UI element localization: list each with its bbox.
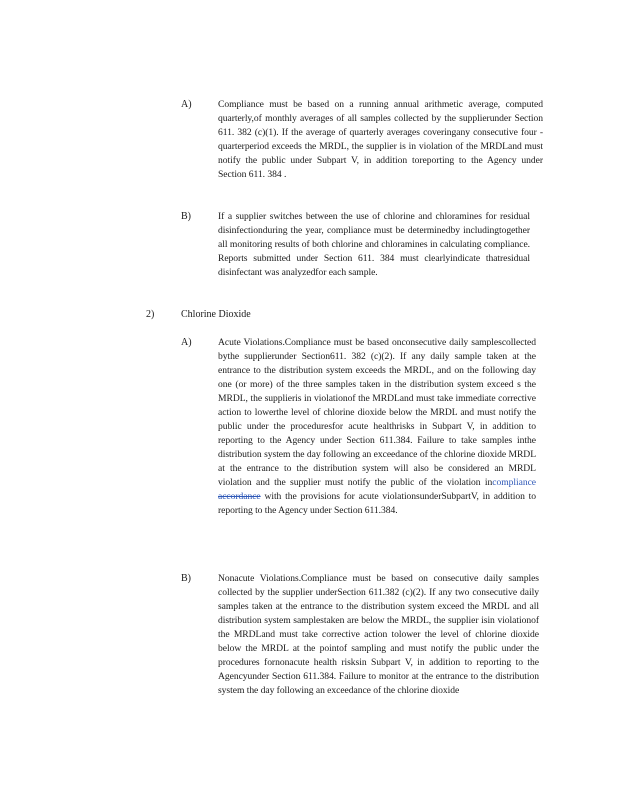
deleted-revision: accordance (218, 491, 261, 502)
item-b-paragraph: If a supplier switches between the use of chlorine and chloramines for residual disinfectionduring the year, compliance must be determinedby includingtogether all monitoring results of both chlorine and chloramines in calculating compliance. Reports submitted under Section 611. 384 must clearlyindicate thatresidual disinfectant was analyzedfor each sample. (218, 211, 530, 278)
section-number: 2) (146, 309, 155, 320)
paragraph-text: Acute Violations.Compliance must be based onconsecutive daily samplescollected bythe supplierunder Section611. 382 (c)(2). If any daily sample taken at the entrance to the distribution system exceeds the MRDL, and on the following day one (or more) of the three samples taken in the distribution system exceed s the MRDL, the supplieris in violationof the MRDLand must take immediate corrective action to lowerthe level of chlorine dioxide below the MRDL and must notify the public under the proceduresfor acute healthrisks in Subpart V, in addition to reporting to the Agency under Section 611.384. Failure to take samples inthe distribution system the day following an exceedance of the chlorine dioxide MRDL at the entrance to the distribution system will also be considered an MRDL violation and the supplier must notify the public of the violation in (218, 337, 536, 488)
section-title: Chlorine Dioxide (181, 309, 251, 320)
acute-violations-paragraph (218, 336, 536, 518)
paragraph-text: with the provisions for acute violationsunderSubpartV, in addition to reporting to the Agency under Section 611.384. (218, 491, 536, 516)
inserted-revision: compliance (492, 477, 536, 488)
nonacute-violations-paragraph: Nonacute Violations.Compliance must be based on consecutive daily samples collected by the supplier underSection 611.382 (c)(2). If any two consecutive daily samples taken at the entrance to the distribution system exceed the MRDL and all distribution system samplestaken are below the MRDL, the supplier isin violationof the MRDLand must take corrective action tolower the level of chlorine dioxide below the MRDL at the pointof sampling and must notify the public under the procedures fornonacute health risksin Subpart V, in addition to reporting to the Agencyunder Section 611.384. Failure to monitor at the entrance to the distribution system the day following an exceedance of the chlorine dioxide (218, 573, 539, 696)
item-b-label: B) (181, 211, 191, 222)
item-a-paragraph: Compliance must be based on a running annual arithmetic average, computed quarterly,of monthly averages of all samples collected by the supplierunder Section 611. 382 (c)(1). If the average of quarterly averages coveringany consecutive four - quarterperiod exceeds the MRDL, the supplier is in violation of the MRDLand must notify the public under Subpart V, in addition toreporting to the Agency under Section 611. 384 . (218, 99, 543, 180)
item-a-label: A) (181, 337, 192, 348)
item-a-label: A) (181, 99, 192, 110)
item-b-label: B) (181, 573, 191, 584)
